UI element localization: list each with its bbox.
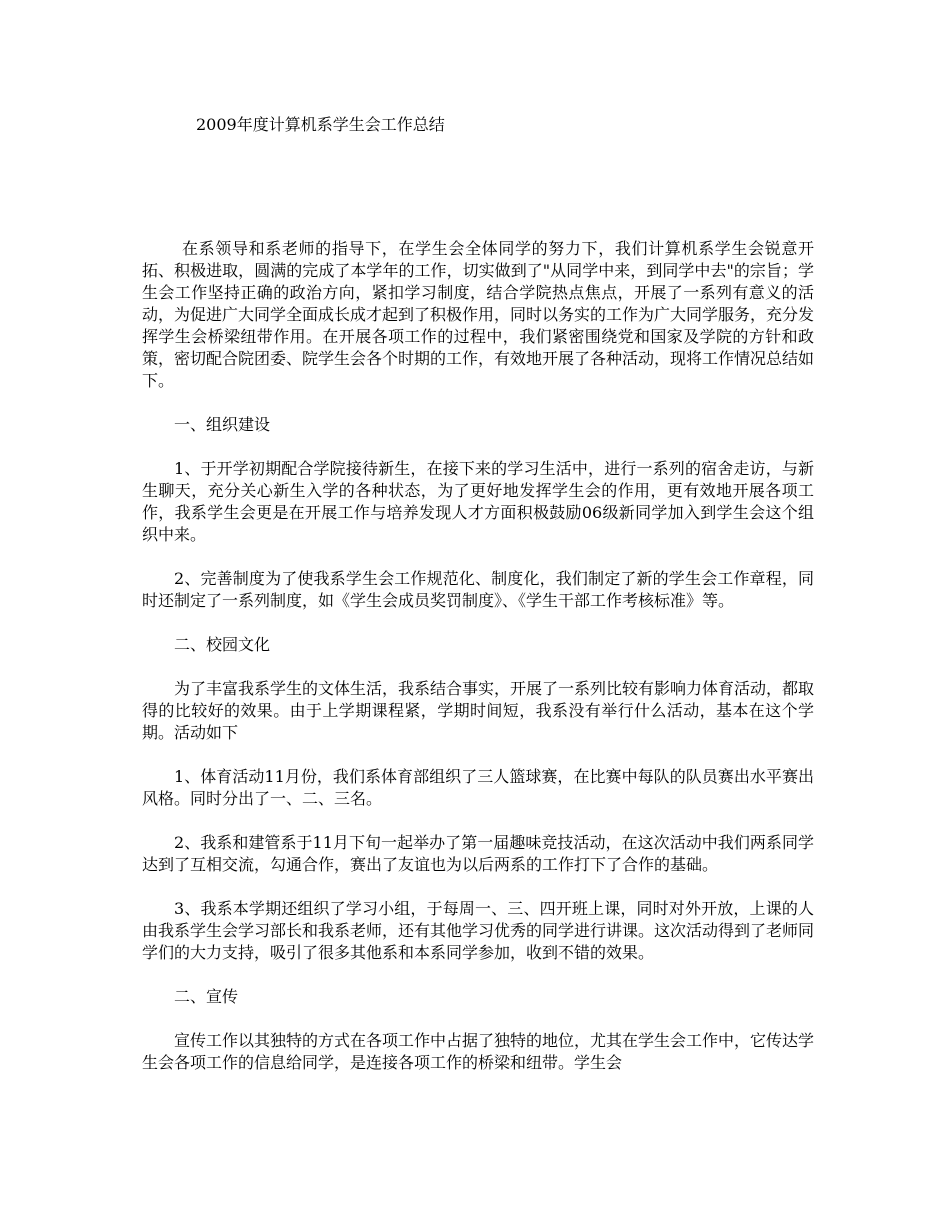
campus-culture-paragraph-1: 为了丰富我系学生的文体生活，我系结合事实，开展了一系列比较有影响力体育活动，都取得的比较好的效果。由于上学期课程紧，学期时间短，我系没有举行什么活动，基本在这个学期。活动如下 xyxy=(142,679,815,742)
campus-culture-paragraph-3: 2、我系和建管系于11月下旬一起举办了第一届趣味竞技活动，在这次活动中我们两系同学达到了互相交流，勾通合作，赛出了友谊也为以后两系的工作打下了合作的基础。 xyxy=(142,833,814,874)
intro-paragraph: 在系领导和系老师的指导下，在学生会全体同学的努力下，我们计算机系学生会锐意开拓、积极进取，圆满的完成了本学年的工作，切实做到了"从同学中来，到同学中去"的宗旨；学生会工作坚持正确的政治方向，紧扣学习制度，结合学院热点焦点，开展了一系列有意义的活动，为促进广大同学全面成长成才起到了积极作用，同时以务实的工作为广大同学服务，充分发挥学生会桥梁纽带作用。在开展各项工作的过程中，我们紧密围绕党和国家及学院的方针和政策，密切配合院团委、院学生会各个时期的工作，有效地开展了各种活动，现将工作情况总结如下。 xyxy=(142,239,815,390)
campus-culture-paragraph-4: 3、我系本学期还组织了学习小组，于每周一、三、四开班上课，同时对外开放，上课的人由我系学生会学习部长和我系老师，还有其他学习优秀的同学进行讲课。这次活动得到了老师同学们的大力支持，吸引了很多其他系和本系同学参加，收到不错的效果。 xyxy=(142,899,815,962)
organization-paragraph-2: 2、完善制度为了使我系学生会工作规范化、制度化，我们制定了新的学生会工作章程，同时还制定了一系列制度，如《学生会成员奖罚制度》、《学生干部工作考核标准》等。 xyxy=(142,569,814,610)
publicity-paragraph-1: 宣传工作以其独特的方式在各项工作中占据了独特的地位，尤其在学生会工作中，它传达学生会各项工作的信息给同学，是连接各项工作的桥梁和纽带。学生会 xyxy=(142,1031,815,1072)
section-heading-organization: 一、组织建设 xyxy=(174,415,271,434)
campus-culture-paragraph-2: 1、体育活动11月份，我们系体育部组织了三人篮球赛，在比赛中每队的队员赛出水平赛出风格。同时分出了一、二、三名。 xyxy=(142,767,814,808)
document-title: 2009年度计算机系学生会工作总结 xyxy=(196,115,445,134)
document-body xyxy=(142,238,814,1096)
section-heading-campus-culture: 二、校园文化 xyxy=(174,635,271,654)
organization-paragraph-1: 1、于开学初期配合学院接待新生，在接下来的学习生活中，进行一系列的宿舍走访，与新生聊天，充分关心新生入学的各种状态，为了更好地发挥学生会的作用，更有效地开展各项工作，我系学生会更是在开展工作与培养发现人才方面积极鼓励06级新同学加入到学生会这个组织中来。 xyxy=(142,459,814,544)
section-heading-publicity: 二、宣传 xyxy=(174,987,239,1006)
